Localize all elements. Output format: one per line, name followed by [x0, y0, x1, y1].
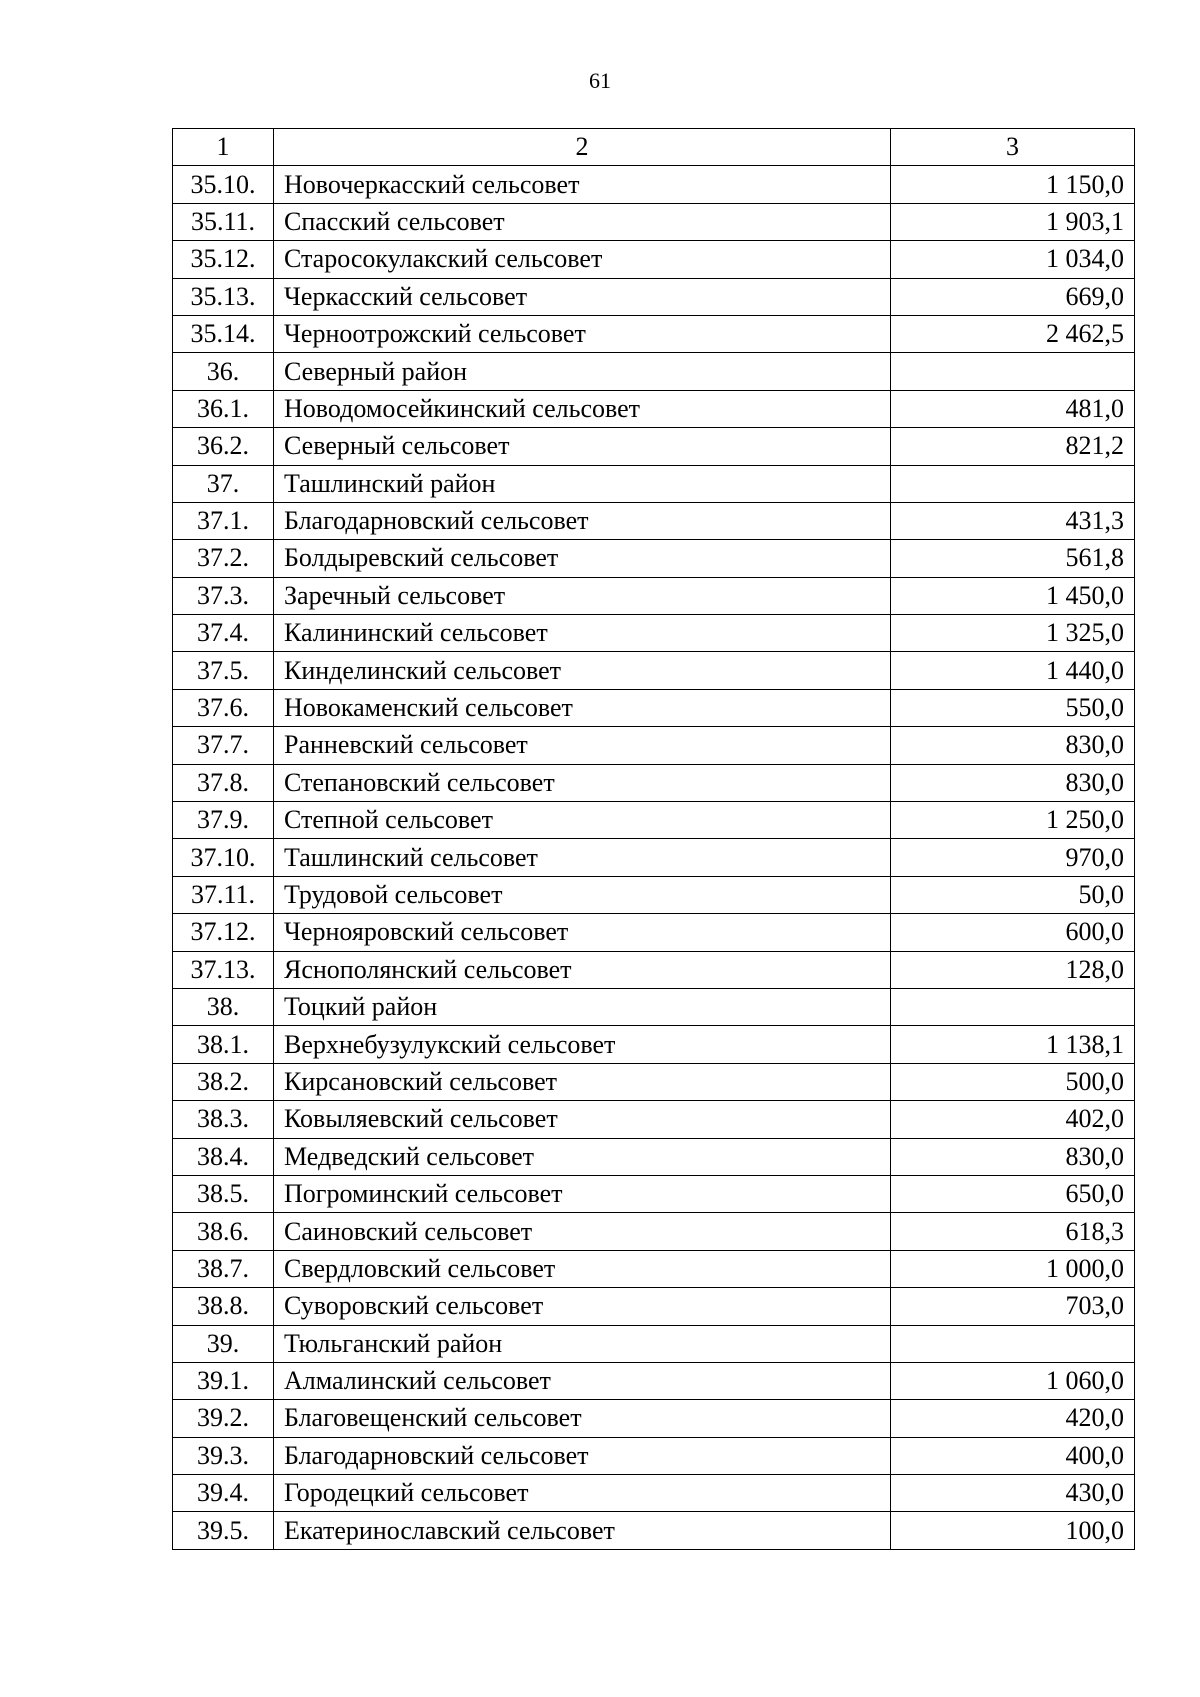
table-row	[173, 540, 1135, 577]
row-name: Черноотрожский сельсовет	[274, 315, 891, 352]
row-value: 431,3	[891, 502, 1135, 539]
table-row	[173, 1101, 1135, 1138]
table-row	[173, 802, 1135, 839]
table-row	[173, 1175, 1135, 1212]
row-name: Чернояровский сельсовет	[274, 914, 891, 951]
row-name: Кирсановский сельсовет	[274, 1063, 891, 1100]
row-number: 38.	[173, 988, 274, 1025]
row-value: 970,0	[891, 839, 1135, 876]
row-value: 1 034,0	[891, 241, 1135, 278]
table-row	[173, 652, 1135, 689]
row-value: 128,0	[891, 951, 1135, 988]
row-number: 35.13.	[173, 278, 274, 315]
row-name: Северный сельсовет	[274, 428, 891, 465]
header-col-3: 3	[891, 129, 1135, 166]
row-name: Старосокулакский сельсовет	[274, 241, 891, 278]
row-number: 38.2.	[173, 1063, 274, 1100]
row-value: 669,0	[891, 278, 1135, 315]
row-number: 37.11.	[173, 876, 274, 913]
row-number: 39.2.	[173, 1400, 274, 1437]
row-number: 37.1.	[173, 502, 274, 539]
row-name: Болдыревский сельсовет	[274, 540, 891, 577]
row-number: 36.1.	[173, 390, 274, 427]
row-value: 400,0	[891, 1437, 1135, 1474]
row-value: 830,0	[891, 1138, 1135, 1175]
row-value	[891, 988, 1135, 1025]
row-name: Верхнебузулукский сельсовет	[274, 1026, 891, 1063]
table-row	[173, 1213, 1135, 1250]
table-row	[173, 1063, 1135, 1100]
row-name: Яснополянский сельсовет	[274, 951, 891, 988]
data-table	[172, 128, 1135, 1550]
row-number: 37.10.	[173, 839, 274, 876]
row-value: 650,0	[891, 1175, 1135, 1212]
row-number: 38.1.	[173, 1026, 274, 1063]
row-value: 1 440,0	[891, 652, 1135, 689]
table-row	[173, 278, 1135, 315]
row-name: Екатеринославский сельсовет	[274, 1512, 891, 1549]
row-value: 550,0	[891, 689, 1135, 726]
row-name: Спасский сельсовет	[274, 203, 891, 240]
table-row	[173, 988, 1135, 1025]
row-name: Тюльганский район	[274, 1325, 891, 1362]
row-name: Тоцкий район	[274, 988, 891, 1025]
row-value: 1 060,0	[891, 1362, 1135, 1399]
row-number: 39.5.	[173, 1512, 274, 1549]
row-number: 37.12.	[173, 914, 274, 951]
row-value: 1 903,1	[891, 203, 1135, 240]
table-row	[173, 914, 1135, 951]
row-value: 830,0	[891, 764, 1135, 801]
row-name: Благодарновский сельсовет	[274, 502, 891, 539]
row-number: 38.8.	[173, 1288, 274, 1325]
row-number: 39.4.	[173, 1475, 274, 1512]
table-row	[173, 1362, 1135, 1399]
row-name: Ковыляевский сельсовет	[274, 1101, 891, 1138]
row-name: Ташлинский сельсовет	[274, 839, 891, 876]
table-row	[173, 203, 1135, 240]
row-value: 1 150,0	[891, 166, 1135, 203]
table-row	[173, 1026, 1135, 1063]
row-value: 402,0	[891, 1101, 1135, 1138]
row-number: 39.	[173, 1325, 274, 1362]
table-row	[173, 727, 1135, 764]
row-number: 39.3.	[173, 1437, 274, 1474]
table-row	[173, 1475, 1135, 1512]
table-row	[173, 502, 1135, 539]
row-number: 38.7.	[173, 1250, 274, 1287]
row-number: 38.4.	[173, 1138, 274, 1175]
row-name: Ранневский сельсовет	[274, 727, 891, 764]
row-number: 35.12.	[173, 241, 274, 278]
table-row	[173, 241, 1135, 278]
table-row	[173, 764, 1135, 801]
table-row	[173, 1400, 1135, 1437]
row-value: 50,0	[891, 876, 1135, 913]
row-value: 2 462,5	[891, 315, 1135, 352]
table-row	[173, 876, 1135, 913]
table-row	[173, 315, 1135, 352]
row-name: Трудовой сельсовет	[274, 876, 891, 913]
row-name: Благодарновский сельсовет	[274, 1437, 891, 1474]
table-row	[173, 166, 1135, 203]
row-number: 35.14.	[173, 315, 274, 352]
row-value: 481,0	[891, 390, 1135, 427]
row-value	[891, 465, 1135, 502]
row-value: 1 250,0	[891, 802, 1135, 839]
row-name: Благовещенский сельсовет	[274, 1400, 891, 1437]
row-name: Степной сельсовет	[274, 802, 891, 839]
table-row	[173, 689, 1135, 726]
row-number: 39.1.	[173, 1362, 274, 1399]
row-name: Северный район	[274, 353, 891, 390]
row-number: 38.5.	[173, 1175, 274, 1212]
row-value: 1 138,1	[891, 1026, 1135, 1063]
row-value: 561,8	[891, 540, 1135, 577]
table-row	[173, 1250, 1135, 1287]
row-number: 37.9.	[173, 802, 274, 839]
row-value: 703,0	[891, 1288, 1135, 1325]
row-name: Новодомосейкинский сельсовет	[274, 390, 891, 427]
row-value: 500,0	[891, 1063, 1135, 1100]
table-header-row	[173, 129, 1135, 166]
row-number: 37.7.	[173, 727, 274, 764]
row-number: 38.6.	[173, 1213, 274, 1250]
row-name: Степановский сельсовет	[274, 764, 891, 801]
header-col-1: 1	[173, 129, 274, 166]
row-number: 37.4.	[173, 615, 274, 652]
row-number: 37.5.	[173, 652, 274, 689]
row-number: 37.8.	[173, 764, 274, 801]
row-name: Медведский сельсовет	[274, 1138, 891, 1175]
table-row	[173, 951, 1135, 988]
row-name: Кинделинский сельсовет	[274, 652, 891, 689]
row-name: Алмалинский сельсовет	[274, 1362, 891, 1399]
row-name: Новокаменский сельсовет	[274, 689, 891, 726]
table-row	[173, 839, 1135, 876]
table-row	[173, 1512, 1135, 1549]
table-row	[173, 465, 1135, 502]
row-number: 36.2.	[173, 428, 274, 465]
row-number: 37.3.	[173, 577, 274, 614]
table-row	[173, 1288, 1135, 1325]
row-name: Саиновский сельсовет	[274, 1213, 891, 1250]
page-number: 61	[589, 68, 611, 93]
row-name: Заречный сельсовет	[274, 577, 891, 614]
row-name: Погроминский сельсовет	[274, 1175, 891, 1212]
row-name: Новочеркасский сельсовет	[274, 166, 891, 203]
table-body	[173, 166, 1135, 1549]
table-row	[173, 1325, 1135, 1362]
table-row	[173, 428, 1135, 465]
row-number: 37.	[173, 465, 274, 502]
row-value: 1 325,0	[891, 615, 1135, 652]
table-row	[173, 1138, 1135, 1175]
row-value: 600,0	[891, 914, 1135, 951]
row-value: 618,3	[891, 1213, 1135, 1250]
table-row	[173, 353, 1135, 390]
row-name: Ташлинский район	[274, 465, 891, 502]
header-col-2: 2	[274, 129, 891, 166]
row-value: 1 000,0	[891, 1250, 1135, 1287]
row-value: 420,0	[891, 1400, 1135, 1437]
row-value: 430,0	[891, 1475, 1135, 1512]
table-row	[173, 1437, 1135, 1474]
row-value: 100,0	[891, 1512, 1135, 1549]
row-value	[891, 1325, 1135, 1362]
row-value: 821,2	[891, 428, 1135, 465]
row-name: Суворовский сельсовет	[274, 1288, 891, 1325]
row-number: 37.2.	[173, 540, 274, 577]
table-row	[173, 390, 1135, 427]
table-row	[173, 615, 1135, 652]
row-value	[891, 353, 1135, 390]
row-number: 35.11.	[173, 203, 274, 240]
row-number: 36.	[173, 353, 274, 390]
row-name: Городецкий сельсовет	[274, 1475, 891, 1512]
table-row	[173, 577, 1135, 614]
row-name: Черкасский сельсовет	[274, 278, 891, 315]
row-number: 35.10.	[173, 166, 274, 203]
row-value: 1 450,0	[891, 577, 1135, 614]
row-name: Свердловский сельсовет	[274, 1250, 891, 1287]
row-number: 37.6.	[173, 689, 274, 726]
row-name: Калининский сельсовет	[274, 615, 891, 652]
row-number: 38.3.	[173, 1101, 274, 1138]
row-value: 830,0	[891, 727, 1135, 764]
row-number: 37.13.	[173, 951, 274, 988]
